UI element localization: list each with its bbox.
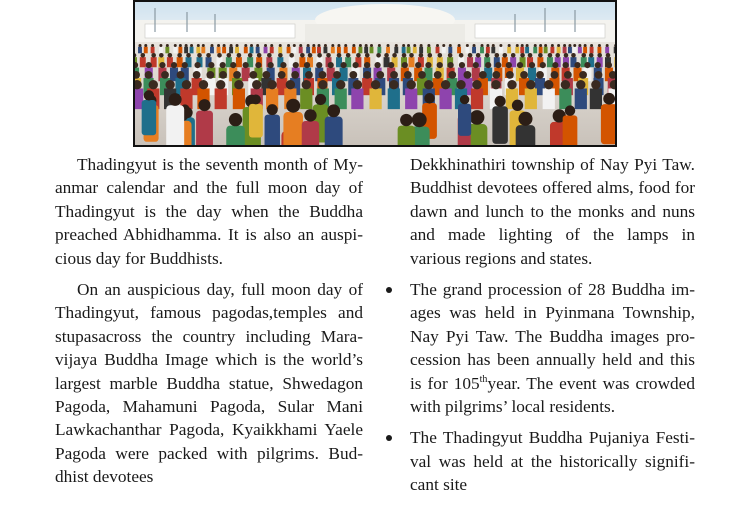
right-column — [410, 153, 695, 505]
left-column — [55, 153, 363, 497]
bullet-icon — [386, 435, 392, 441]
bullet-text: The grand procession of 28 Buddha images was held in Pyinmana Township, Nay Pyi Taw. The Buddha images procession has been annually held and this is for 105 — [410, 280, 695, 393]
ordinal-suffix: th — [479, 373, 488, 385]
crowd-at-pagoda-image — [135, 2, 615, 145]
paragraph-continuation: Dekkhinathiri township of Nay Pyi Taw. Buddhist devotees offered alms, food for dawn and lunch to the monks and nuns and made lighting of the lamps in various regions and states. — [410, 155, 695, 268]
bullet-item-procession — [410, 278, 695, 418]
paragraph-pagodas: On an auspicious day, full moon day of Thadingyut, famous pagodas,temples and stupasacross the country including Maravijaya Buddha Image which is the world’s largest marble Buddha statue, Shwedagon Pagoda, Mahamuni Pagoda, Sular Mani Lawkachanthar Pagoda, Kyaikkhami Yaele Pagoda were packed with pilgrims. Buddhist devotees — [55, 280, 363, 487]
bullet-item-festival — [410, 426, 695, 496]
festival-photo — [133, 0, 617, 147]
paragraph-intro: Thadingyut is the seventh month of Myanmar calendar and the full moon day of Thadingyut is the day when the Buddha preached Abhidhamma. It is also an auspicious day for Buddhists. — [55, 155, 363, 268]
bullet-list — [410, 278, 695, 497]
bullet-text: The Thadingyut Buddha Pujaniya Festival was held at the historically significant site — [410, 428, 695, 495]
bullet-icon — [386, 287, 392, 293]
bullet-text-end: year. The event was crowded with pilgrims’ local residents. — [410, 373, 695, 417]
